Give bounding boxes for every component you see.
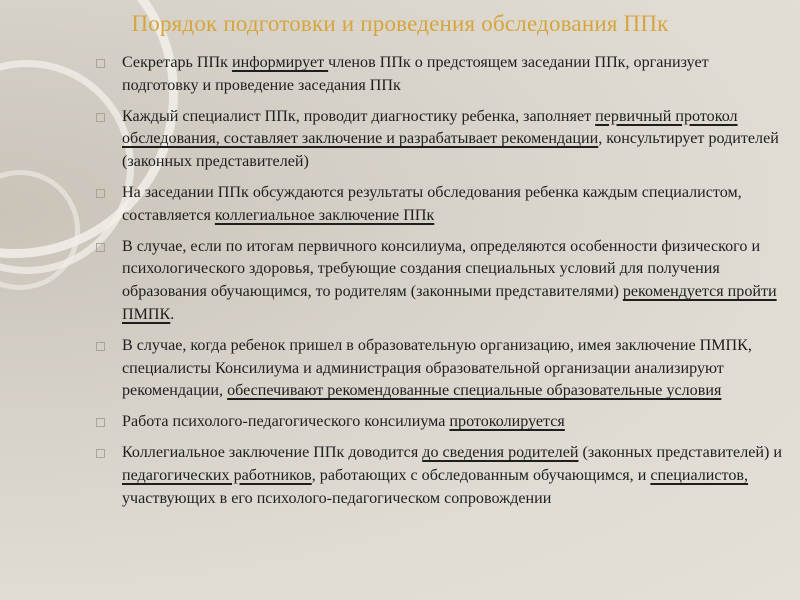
bullet-list	[95, 52, 785, 518]
bullet-text: .	[170, 305, 175, 323]
bullet-text: В случае, если по итогам первичного консилиума, определяются особенности физического и психологического здоровья, требующие создания специальных условий для получения образования обучающимся, то родителям (законными представителями)	[122, 237, 761, 301]
underlined-text: специалистов,	[650, 466, 749, 484]
bullet-item-diagnostics	[95, 106, 785, 174]
square-bullet-icon	[96, 59, 105, 68]
bullet-text: , работающих с обследованным обучающимся, и	[311, 466, 651, 484]
underlined-text: информирует	[231, 54, 329, 71]
bullet-text: членов ППк о предстоящем заседании ППк, организует подготовку и проведение заседания ППк	[122, 54, 709, 94]
square-bullet-icon	[96, 189, 105, 198]
bullet-text: участвующих в его психолого-педагогическом сопровождении	[122, 489, 552, 507]
bullet-text: На заседании ППк обсуждаются результаты обследования ребенка каждым специалистом, составляется	[122, 183, 742, 224]
bullet-item-pmpk-conclusion	[95, 335, 785, 403]
square-bullet-icon	[96, 243, 105, 252]
underlined-text: рекомендуется пройти ПМПК	[122, 283, 777, 323]
bullet-item-protocol	[95, 411, 785, 434]
square-bullet-icon	[96, 113, 105, 122]
bullet-text: Каждый специалист ППк, проводит диагностику ребенка, заполняет	[122, 107, 596, 125]
underlined-text: первичный протокол обследования, составляет заключение и разрабатывает рекомендации	[122, 107, 738, 148]
slide-title: Порядок подготовки и проведения обследования ППк	[131, 11, 669, 36]
bullet-item-communication	[95, 442, 785, 510]
underlined-text: педагогических работников	[122, 466, 312, 484]
square-bullet-icon	[96, 418, 105, 427]
underlined-text: обеспечивают рекомендованные специальные образовательные условия	[227, 382, 722, 400]
bullet-item-meeting	[95, 182, 785, 228]
decorative-ring	[0, 170, 80, 290]
underlined-text: коллегиальное заключение ППк	[214, 206, 435, 224]
bullet-item-informing	[95, 52, 785, 98]
bullet-item-pmpk-recommendation	[95, 236, 785, 327]
bullet-text: (законных представителей) и	[578, 443, 782, 461]
bullet-text: В случае, когда ребенок пришел в образовательную организацию, имея заключение ПМПК, специалисты Консилиума и администрация образовательной организации анализируют рекомендации,	[122, 336, 752, 400]
underlined-text: до сведения родителей	[422, 443, 579, 461]
bullet-text: Работа психолого-педагогического консилиума	[122, 413, 450, 431]
bullet-text: Коллегиальное заключение ППк доводится	[122, 443, 423, 461]
bullet-text: Секретарь ППк	[122, 54, 232, 71]
square-bullet-icon	[96, 449, 105, 458]
underlined-text: протоколируется	[449, 413, 565, 431]
square-bullet-icon	[96, 342, 105, 351]
bullet-text: , консультирует родителей (законных представителей)	[122, 130, 779, 171]
